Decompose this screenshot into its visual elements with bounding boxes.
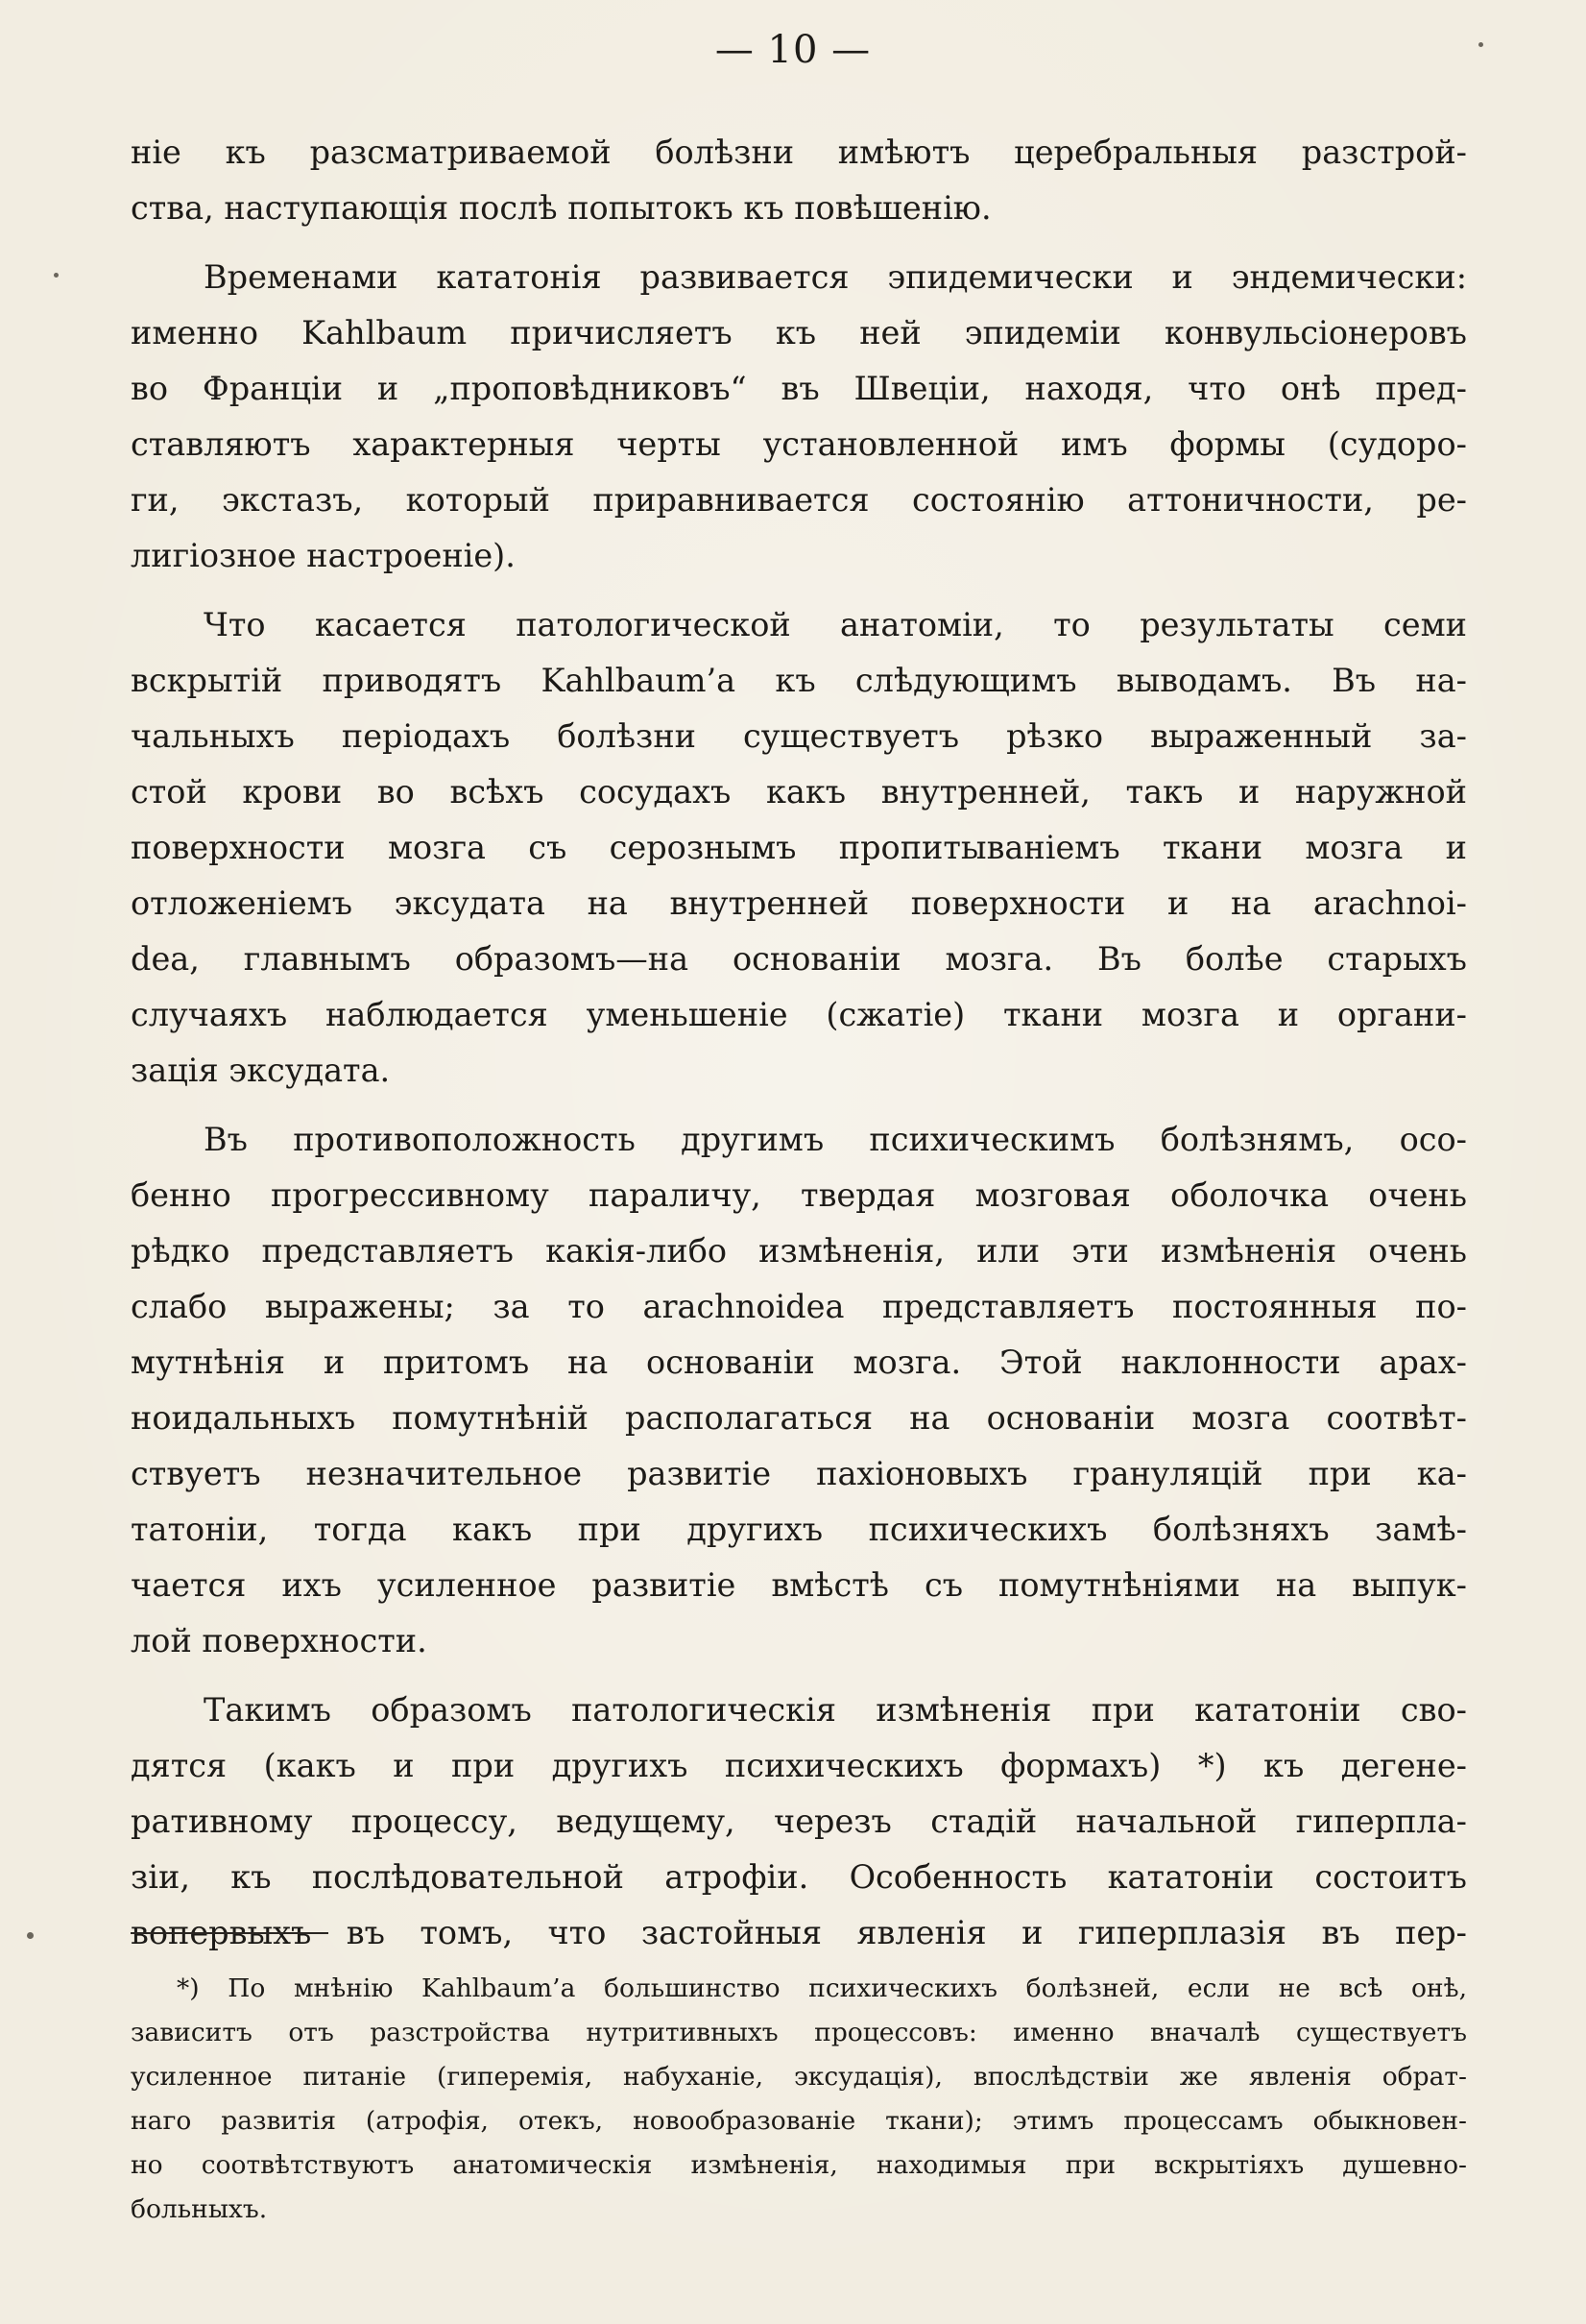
text-line: зація эксудата. [131, 1052, 391, 1089]
main-text [131, 125, 1467, 1961]
footnote-line: усиленное питаніе (гиперемія, набуханіе, эксудація), впослѣдствіи же явленія обрат- [131, 2062, 1467, 2092]
text-line: Что касается патологической анатоміи, то результаты семи [204, 606, 1467, 643]
text-line: чальныхъ періодахъ болѣзни существуетъ рѣзко выраженный за- [131, 717, 1467, 755]
text-line: во Франціи и „проповѣдниковъ“ въ Швеціи, находя, что онѣ пред- [131, 370, 1467, 407]
paragraph-gap [131, 584, 1467, 597]
text-line: лой поверхности. [131, 1622, 427, 1659]
paragraph-gap [131, 236, 1467, 250]
text-line: чается ихъ усиленное развитіе вмѣстѣ съ помутнѣніями на выпук- [131, 1566, 1467, 1604]
footnote-section [131, 1967, 1467, 2232]
text-line: ративному процессу, ведущему, черезъ стадій начальной гиперпла- [131, 1803, 1467, 1840]
paragraph-gap [131, 1099, 1467, 1112]
footnote-rule [131, 1932, 328, 1934]
text-line: рѣдко представляетъ какія-либо измѣненія, или эти измѣненія очень [131, 1232, 1467, 1270]
page-number: — 10 — [714, 28, 872, 72]
text-line: именно Kahlbaum причисляетъ къ ней эпидеміи конвульсіонеровъ [131, 314, 1467, 351]
text-line: вскрытій приводятъ Kahlbaum’а къ слѣдующимъ выводамъ. Въ на- [131, 662, 1467, 699]
text-line: Въ противоположность другимъ психическимъ болѣзнямъ, осо- [204, 1121, 1467, 1158]
text-line: зіи, къ послѣдовательной атрофіи. Особенность кататоніи состоитъ [131, 1858, 1467, 1896]
text-line: отложеніемъ эксудата на внутренней поверхности и на arachnoi- [131, 884, 1467, 922]
text-line: ставляютъ характерныя черты установленной имъ формы (судоро- [131, 425, 1467, 463]
print-speck [54, 273, 59, 278]
text-line: слабо выражены; за то arachnoidea представляетъ постоянныя по- [131, 1288, 1467, 1325]
text-line: ги, экстазъ, который приравнивается состоянію аттоничности, ре- [131, 481, 1467, 519]
footnote-line: *) По мнѣнію Kahlbaum’а большинство психическихъ болѣзней, если не всѣ онѣ, [177, 1973, 1467, 2003]
text-line: лигіозное настроеніе). [131, 537, 516, 574]
text-line: поверхности мозга съ серознымъ пропитываніемъ ткани мозга и [131, 829, 1467, 866]
paragraph-gap [131, 1669, 1467, 1682]
text-line: случаяхъ наблюдается уменьшеніе (сжатіе) ткани мозга и органи- [131, 996, 1467, 1033]
footnote-line: наго развитія (атрофія, отекъ, новообразованіе ткани); этимъ процессамъ обыкновен- [131, 2106, 1467, 2136]
footnote-line: больныхъ. [131, 2194, 268, 2224]
text-line: бенно прогрессивному параличу, твердая мозговая оболочка очень [131, 1176, 1467, 1214]
text-line: ства, наступающія послѣ попытокъ къ повѣшенію. [131, 189, 992, 227]
text-line: Такимъ образомъ патологическія измѣненія при кататоніи сво- [204, 1691, 1467, 1729]
text-line: вопервыхъ въ томъ, что застойныя явленія и гиперплазія въ пер- [131, 1914, 1467, 1951]
text-line: дятся (какъ и при другихъ психическихъ формахъ) *) къ дегене- [131, 1747, 1467, 1784]
text-line: ствуетъ незначительное развитіе пахіоновыхъ грануляцій при ка- [131, 1455, 1467, 1492]
print-speck [27, 1932, 34, 1939]
text-line: стой крови во всѣхъ сосудахъ какъ внутренней, такъ и наружной [131, 773, 1467, 811]
text-line: ніе къ разсматриваемой болѣзни имѣютъ церебральныя разстрой- [131, 133, 1467, 171]
text-line: татоніи, тогда какъ при другихъ психическихъ болѣзняхъ замѣ- [131, 1511, 1467, 1548]
footnote-line: но соотвѣтствуютъ анатомическія измѣненія, находимыя при вскрытіяхъ душевно- [131, 2150, 1467, 2180]
footnote-line: зависитъ отъ разстройства нутритивныхъ процессовъ: именно вначалѣ существуетъ [131, 2018, 1467, 2047]
print-speck [1478, 42, 1483, 47]
text-line: ноидальныхъ помутнѣній располагаться на основаніи мозга соотвѣт- [131, 1399, 1467, 1437]
text-line: Временами кататонія развивается эпидемически и эндемически: [204, 258, 1467, 296]
text-line: dea, главнымъ образомъ—на основаніи мозга. Въ болѣе старыхъ [131, 940, 1467, 978]
text-line: мутнѣнія и притомъ на основаніи мозга. Этой наклонности арах- [131, 1344, 1467, 1381]
